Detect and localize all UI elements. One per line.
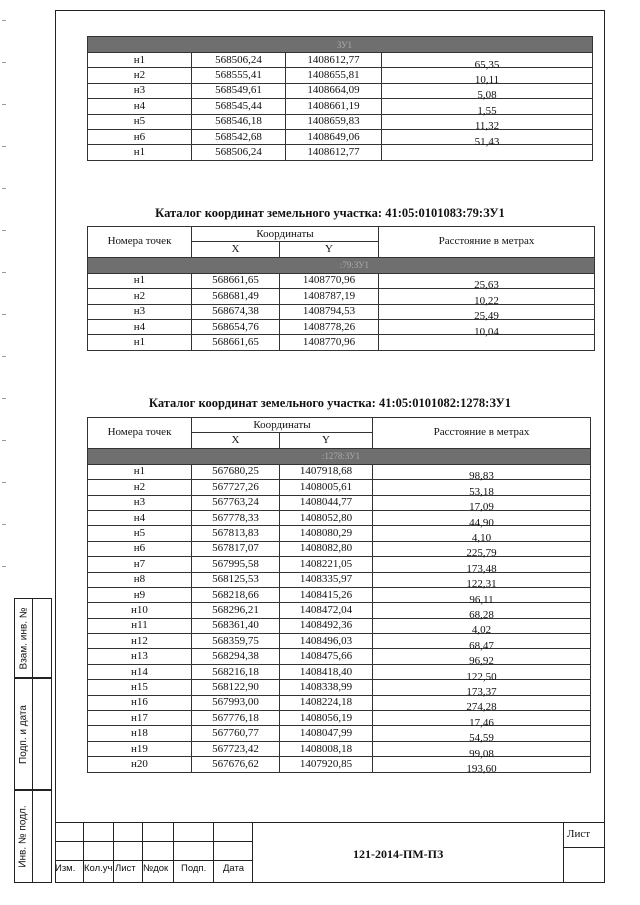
coord-x-cell: 568359,75: [192, 634, 280, 649]
coord-x-cell: 567778,33: [192, 510, 280, 525]
point-number-cell: н7: [88, 557, 192, 572]
point-number-cell: н17: [88, 711, 192, 726]
distance-cell: 4,10: [373, 531, 591, 546]
stamp-data-label: Дата: [223, 863, 245, 874]
distance-cell: 68,47: [373, 639, 591, 654]
table-header-row: [88, 418, 591, 433]
coord-x-cell: 567776,18: [192, 711, 280, 726]
coord-x-cell: 568542,68: [192, 129, 286, 144]
coord-y-cell: 1408661,19: [286, 99, 382, 114]
band-label: :1278:ЗУ1: [88, 448, 591, 464]
header-points: Номера точек: [88, 227, 192, 258]
coord-x-cell: 568549,61: [192, 83, 286, 98]
coord-y-cell: 1408418,40: [280, 664, 373, 679]
coordinate-table-1: [87, 36, 593, 161]
point-number-cell: н16: [88, 695, 192, 710]
distance-cell: [379, 340, 595, 355]
coord-y-cell: 1408472,04: [280, 603, 373, 618]
point-number-cell: н5: [88, 114, 192, 129]
point-number-cell: н3: [88, 83, 192, 98]
coord-x-cell: 567763,24: [192, 495, 280, 510]
title-block: [55, 822, 605, 883]
distance-cell: 274,28: [373, 700, 591, 715]
coord-x-cell: 568681,49: [192, 289, 280, 304]
coord-y-cell: 1408475,66: [280, 649, 373, 664]
coord-y-cell: 1408649,06: [286, 129, 382, 144]
coord-x-cell: 568661,65: [192, 273, 280, 288]
document-code: 121-2014-ПМ-ПЗ: [353, 847, 444, 861]
distance-cell: 25,63: [379, 278, 595, 293]
distance-cell: 1,55: [382, 104, 593, 119]
point-number-cell: н19: [88, 741, 192, 756]
stamp-ndok-label: №док: [143, 863, 169, 874]
coord-y-cell: 1408612,77: [286, 53, 382, 68]
sidebar-inv-label: Инв. № подл.: [18, 805, 30, 868]
coord-y-cell: 1408080,29: [280, 526, 373, 541]
table-band-row: [88, 37, 593, 53]
header-coords: Координаты: [192, 227, 379, 242]
coord-y-cell: 1408338,99: [280, 680, 373, 695]
stamp-podp-label: Подп.: [181, 863, 207, 874]
distance-cell: 17,46: [373, 716, 591, 731]
coord-x-cell: 568216,18: [192, 664, 280, 679]
distance-cell: 225,79: [373, 546, 591, 561]
coord-y-cell: 1408224,18: [280, 695, 373, 710]
coord-y-cell: 1408778,26: [280, 319, 379, 334]
point-number-cell: н2: [88, 480, 192, 495]
catalog-title-2: Каталог координат земельного участка: 41:05:0101083:79:ЗУ1: [155, 206, 505, 220]
distance-cell: 10,04: [379, 324, 595, 339]
table-band-row: [88, 257, 595, 273]
coordinate-table-3: [87, 417, 591, 773]
table-row: [88, 273, 595, 288]
point-number-cell: н11: [88, 618, 192, 633]
coord-x-cell: 568506,24: [192, 53, 286, 68]
coord-x-cell: 568661,65: [192, 335, 280, 350]
coord-y-cell: 1408415,26: [280, 587, 373, 602]
coord-y-cell: 1408005,61: [280, 480, 373, 495]
band-label: :79:ЗУ1: [88, 257, 595, 273]
header-coords: Координаты: [192, 418, 373, 433]
distance-cell: 173,48: [373, 562, 591, 577]
coord-x-cell: 568546,18: [192, 114, 286, 129]
sheet-label: Лист: [567, 828, 591, 840]
table-row: [88, 53, 593, 68]
distance-cell: 99,08: [373, 746, 591, 761]
distance-cell: 68,28: [373, 608, 591, 623]
table-row: [88, 464, 591, 479]
point-number-cell: н5: [88, 526, 192, 541]
coord-x-cell: 568122,90: [192, 680, 280, 695]
coord-y-cell: 1408082,80: [280, 541, 373, 556]
coord-x-cell: 567817,07: [192, 541, 280, 556]
point-number-cell: н1: [88, 335, 192, 350]
point-number-cell: н6: [88, 129, 192, 144]
coord-y-cell: 1408794,53: [280, 304, 379, 319]
coord-y-cell: 1408655,81: [286, 68, 382, 83]
coord-x-cell: 568296,21: [192, 603, 280, 618]
coord-x-cell: 567813,83: [192, 526, 280, 541]
point-number-cell: н9: [88, 587, 192, 602]
point-number-cell: н4: [88, 99, 192, 114]
coord-x-cell: 567680,25: [192, 464, 280, 479]
sidebar-podp-box: [14, 678, 52, 790]
coord-y-cell: 1408044,77: [280, 495, 373, 510]
coord-y-cell: 1408047,99: [280, 726, 373, 741]
distance-cell: 173,37: [373, 685, 591, 700]
stamp-izm-label: Изм.: [55, 863, 76, 874]
point-number-cell: н20: [88, 757, 192, 772]
header-x: X: [192, 242, 280, 257]
catalog-title-3: Каталог координат земельного участка: 41:05:0101082:1278:ЗУ1: [148, 396, 512, 410]
header-x: X: [192, 433, 280, 448]
coord-y-cell: 1407918,68: [280, 464, 373, 479]
distance-cell: 96,11: [373, 592, 591, 607]
distance-cell: 44,90: [373, 515, 591, 530]
point-number-cell: н2: [88, 289, 192, 304]
distance-cell: 51,43: [382, 134, 593, 149]
coord-y-cell: 1408770,96: [280, 335, 379, 350]
sidebar-vzam-label: Взам. инв. №: [18, 607, 30, 669]
point-number-cell: н12: [88, 634, 192, 649]
coord-x-cell: 568654,76: [192, 319, 280, 334]
distance-cell: 17,09: [373, 500, 591, 515]
table-band-row: [88, 448, 591, 464]
table-header-row: [88, 227, 595, 242]
point-number-cell: н4: [88, 319, 192, 334]
header-y: Y: [280, 242, 379, 257]
distance-cell: 10,22: [379, 294, 595, 309]
coord-x-cell: 568361,40: [192, 618, 280, 633]
point-number-cell: н1: [88, 273, 192, 288]
coord-y-cell: 1408221,05: [280, 557, 373, 572]
point-number-cell: н2: [88, 68, 192, 83]
point-number-cell: н14: [88, 664, 192, 679]
point-number-cell: н13: [88, 649, 192, 664]
coord-y-cell: 1408496,03: [280, 634, 373, 649]
coord-y-cell: 1408770,96: [280, 273, 379, 288]
coord-x-cell: 567676,62: [192, 757, 280, 772]
band-label: ЗУ1: [88, 37, 593, 53]
coord-y-cell: 1407920,85: [280, 757, 373, 772]
distance-cell: 54,59: [373, 731, 591, 746]
point-number-cell: н1: [88, 464, 192, 479]
distance-cell: 65,35: [382, 58, 593, 73]
distance-cell: 53,18: [373, 485, 591, 500]
coord-x-cell: 567760,77: [192, 726, 280, 741]
coord-x-cell: 568674,38: [192, 304, 280, 319]
point-number-cell: н3: [88, 495, 192, 510]
coord-y-cell: 1408659,83: [286, 114, 382, 129]
coord-y-cell: 1408787,19: [280, 289, 379, 304]
sidebar-inv-box: [14, 790, 52, 883]
distance-cell: 193,60: [373, 762, 591, 777]
distance-cell: [382, 150, 593, 165]
coord-y-cell: 1408664,09: [286, 83, 382, 98]
point-number-cell: н15: [88, 680, 192, 695]
distance-cell: 98,83: [373, 469, 591, 484]
stamp-list-label: Лист: [115, 863, 136, 874]
sidebar-vzam-box: [14, 598, 52, 678]
distance-cell: 25,49: [379, 309, 595, 324]
header-points: Номера точек: [88, 418, 192, 449]
stamp-kol-label: Кол.уч: [84, 863, 113, 874]
point-number-cell: н18: [88, 726, 192, 741]
distance-cell: 96,92: [373, 654, 591, 669]
coord-y-cell: 1408492,36: [280, 618, 373, 633]
point-number-cell: н10: [88, 603, 192, 618]
distance-cell: 4,02: [373, 623, 591, 638]
point-number-cell: н1: [88, 145, 192, 160]
point-number-cell: н4: [88, 510, 192, 525]
coord-x-cell: 568506,24: [192, 145, 286, 160]
coord-x-cell: 567723,42: [192, 741, 280, 756]
header-distance: Расстояние в метрах: [379, 227, 595, 258]
header-distance: Расстояние в метрах: [373, 418, 591, 449]
coord-x-cell: 567993,00: [192, 695, 280, 710]
distance-cell: 122,50: [373, 669, 591, 684]
sidebar-podp-label: Подп. и дата: [18, 704, 29, 764]
coord-x-cell: 568125,53: [192, 572, 280, 587]
distance-cell: 5,08: [382, 88, 593, 103]
coord-y-cell: 1408056,19: [280, 711, 373, 726]
coord-x-cell: 567995,58: [192, 557, 280, 572]
coord-y-cell: 1408052,80: [280, 510, 373, 525]
coord-y-cell: 1408335,97: [280, 572, 373, 587]
coordinate-table-2: [87, 226, 595, 351]
coord-x-cell: 568555,41: [192, 68, 286, 83]
distance-cell: 11,32: [382, 119, 593, 134]
coord-x-cell: 567727,26: [192, 480, 280, 495]
coord-x-cell: 568294,38: [192, 649, 280, 664]
point-number-cell: н6: [88, 541, 192, 556]
coord-y-cell: 1408612,77: [286, 145, 382, 160]
distance-cell: 122,31: [373, 577, 591, 592]
point-number-cell: н1: [88, 53, 192, 68]
coord-x-cell: 568218,66: [192, 587, 280, 602]
point-number-cell: н8: [88, 572, 192, 587]
header-y: Y: [280, 433, 373, 448]
scan-edge-marks: [0, 0, 10, 905]
coord-y-cell: 1408008,18: [280, 741, 373, 756]
distance-cell: 10,11: [382, 73, 593, 88]
coord-x-cell: 568545,44: [192, 99, 286, 114]
point-number-cell: н3: [88, 304, 192, 319]
